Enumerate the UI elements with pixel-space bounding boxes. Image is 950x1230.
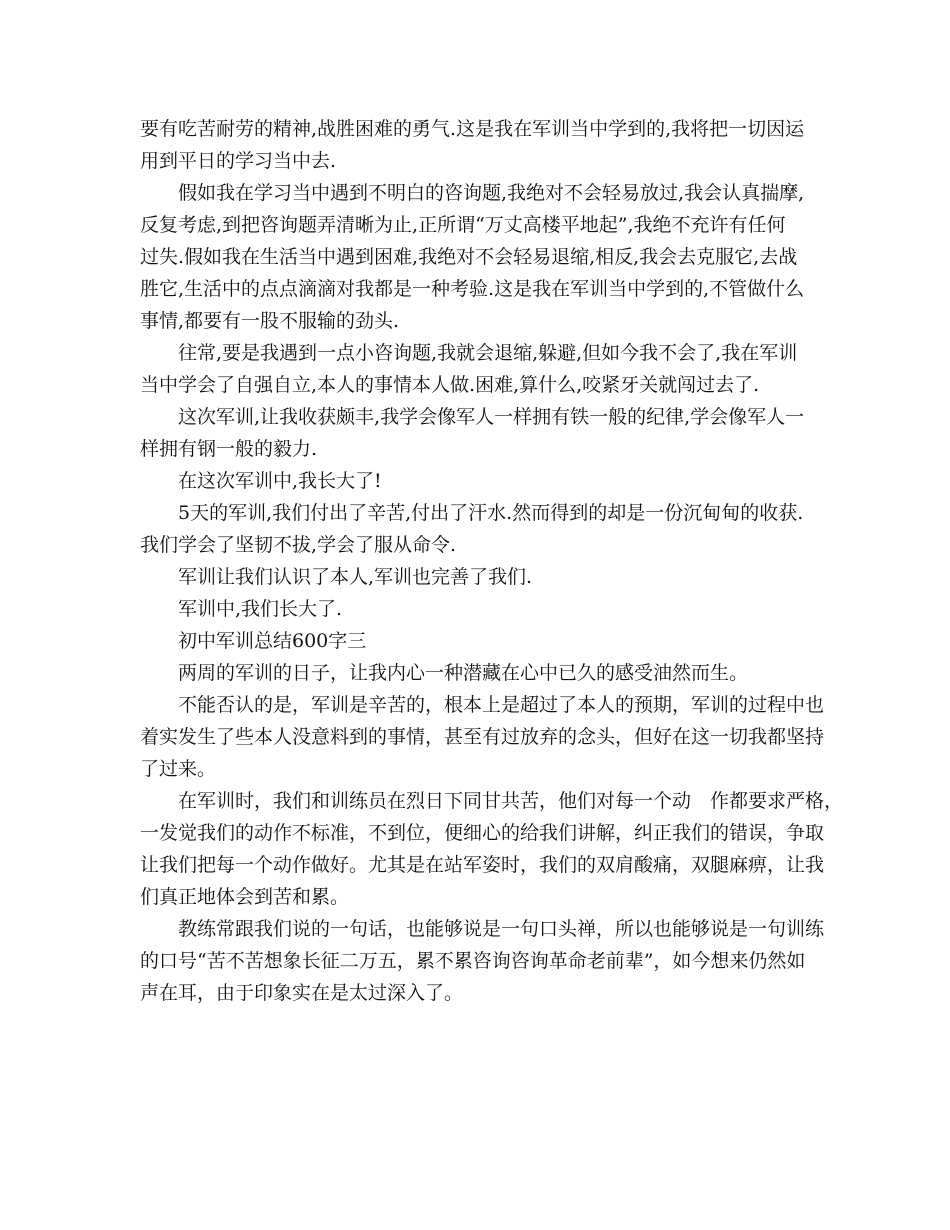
text-line: 事情,都要有一股不服输的劲头. — [140, 310, 400, 332]
document-body — [140, 113, 844, 1009]
text-line: 5天的军训,我们付出了辛苦,付出了汗水.然而得到的却是一份沉甸甸的收获. — [140, 502, 804, 524]
text-line: 两周的军训的日子，让我内心一种潜藏在心中已久的感受油然而生。 — [140, 662, 749, 684]
text-line: 样拥有钢一般的毅力. — [140, 438, 318, 460]
text-line: 过失.假如我在生活当中遇到困难,我绝对不会轻易退缩,相反,我会去克服它,去战 — [140, 246, 798, 268]
text-line: 在军训时，我们和训练员在烈日下同甘共苦，他们对每一个动 作都要求严格， — [140, 790, 844, 812]
text-line: 教练常跟我们说的一句话，也能够说是一句口头禅，所以也能够说是一句训练 — [140, 918, 825, 940]
text-line: 胜它,生活中的点点滴滴对我都是一种考验.这是我在军训当中学到的,不管做什么 — [140, 278, 805, 300]
text-line: 让我们把每一个动作做好。尤其是在站军姿时，我们的双肩酸痛，双腿麻痹，让我 — [140, 854, 825, 876]
text-line: 在这次军训中,我长大了! — [140, 470, 382, 492]
text-line: 假如我在学习当中遇到不明白的咨询题,我绝对不会轻易放过,我会认真揣摩, — [140, 182, 805, 204]
text-line: 们真正地体会到苦和累。 — [140, 886, 350, 908]
text-line: 声在耳，由于印象实在是太过深入了。 — [140, 982, 464, 1004]
text-line: 用到平日的学习当中去. — [140, 150, 337, 172]
text-line: 要有吃苦耐劳的精神,战胜困难的勇气.这是我在军训当中学到的,我将把一切因运 — [140, 118, 805, 140]
text-line: 我们学会了坚韧不拔,学会了服从命令. — [140, 534, 457, 556]
text-line: 往常,要是我遇到一点小咨询题,我就会退缩,躲避,但如今我不会了,我在军训 — [140, 342, 798, 364]
text-line: 着实发生了些本人没意料到的事情，甚至有过放弃的念头，但好在这一切我都坚持 — [140, 726, 825, 748]
text-line: 不能否认的是，军训是辛苦的，根本上是超过了本人的预期，军训的过程中也 — [140, 694, 825, 716]
text-line: 军训让我们认识了本人,军训也完善了我们. — [140, 566, 533, 588]
text-line: 反复考虑,到把咨询题弄清晰为止,正所谓“万丈高楼平地起”,我绝不充许有任何 — [140, 214, 786, 236]
section-heading: 初中军训总结600字三 — [140, 630, 367, 652]
text-line: 军训中,我们长大了. — [140, 598, 343, 620]
text-line: 这次军训,让我收获颇丰,我学会像军人一样拥有铁一般的纪律,学会像军人一 — [140, 406, 805, 428]
text-line: 一发觉我们的动作不标准，不到位，便细心的给我们讲解，纠正我们的错误，争取 — [140, 822, 825, 844]
text-line: 当中学会了自强自立,本人的事情本人做.困难,算什么,咬紧牙关就闯过去了. — [140, 374, 760, 396]
text-line: 了过来。 — [140, 758, 217, 780]
text-line: 的口号“苦不苦想象长征二万五，累不累咨询咨询革命老前辈”，如今想来仍然如 — [140, 950, 806, 972]
